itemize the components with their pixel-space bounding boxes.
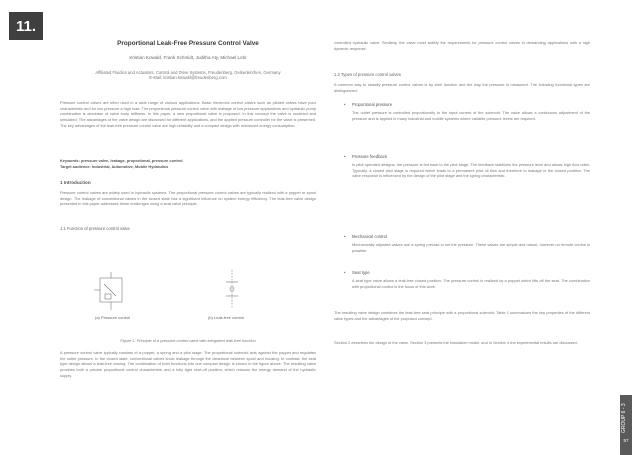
bullet-4-head: • Seat type	[352, 270, 370, 275]
affiliation-line: Affiliated Fluidics and Actuators, Control and Drive Systems, Freudenberg, Gelsenkirchen, Germany	[95, 70, 281, 75]
affiliation-email: E-Mail: kristian.kowald@freudenberg.com	[149, 75, 227, 80]
bullet-2-head: • Pressure feedback	[352, 154, 387, 159]
subsection-1-2-text: A common way to classify pressure control valves is by their function and the way the pressure is measured. The following functional types are distinguished:	[334, 82, 590, 93]
bullet-4-text: A seat type valve allows a leak-free closed position. The pressure control is realized by a poppet which lifts off the seat. The combination with proportional control is the focus of this work.	[352, 278, 590, 289]
abstract: Pressure control valves are often used in a wide range of various applications. Basic electronic control valves such as piloted valves have poor characteristic and for low pressure a high load. The proportional pressure control valve with leakage of low pressure applications and hydraulic pump combination is decrease of valve body stiffness. In this paper, a new proportional valve is proposed. In this concept the valve is modeled and simulated. The advantages of the valve design are discussed for different applications, and the applied pressure controller for the valve is presented. The key advantages of the leak-free pressure control valve are high reliability and a compact design with minimized energy consumption.	[60, 100, 316, 128]
section-1-text: Pressure control valves are widely used in hydraulic systems. The proportional pressure control valves are typically realized with a poppet or spool design. The leakage of conventional valves in the closed state has a significant influence on system energy efficiency. The leak-free valve design presented in this paper addresses these challenges using a seat valve principle.	[60, 190, 316, 207]
side-tab-label: GROUP 6 - 3	[621, 403, 627, 433]
figure-1-caption: Figure 1: Principle of a pressure control valve with integrated leak-free function	[120, 338, 256, 343]
body-text: A pressure control valve typically consists of a poppet, a spring and a pilot stage. The proportional solenoid acts against the poppet and regulates the outlet pressure. In the closed state, conventional valves show leakage through the clearance between spool and housing. In contrast, the seat type design allows a leak-free closing. The combination of both functions into one compact design is shown in the figure above. The resulting valve provides both a precise proportional control characteristic and a fully tight shut-off position, which reduces the energy demand of the hydraulic supply.	[60, 350, 316, 378]
figure-a-caption: (a) Pressure control	[95, 315, 131, 320]
figure-b-caption: (b) Leak-free control	[208, 315, 245, 320]
side-tab-number: 57	[623, 438, 629, 443]
paper-affiliation	[60, 70, 316, 80]
target-audience-line: Target audience: Industrial, Automotive, Mobile Hydraulics	[60, 163, 169, 169]
bullet-1-head: • Proportional pressure	[352, 102, 392, 107]
subsection-1-2-title: 1.2 Types of pressure control valves	[334, 72, 401, 77]
paper-authors: Kristian Kowald, Frank Schmidt, Juditha Aty, Michael Lohr	[129, 55, 247, 60]
bullet-3-text: Mechanically adjusted valves use a spring preload to set the pressure. These valves are simple and robust, however no remote control is possible.	[352, 242, 590, 253]
page-number: 11.	[9, 12, 43, 40]
keywords	[60, 158, 316, 169]
bullet-3-head: • Mechanical control	[352, 234, 387, 239]
closing-text: The resulting valve design combines the leak-free seat principle with a proportional solenoid. Table 1 summarizes the key properties of the different valve types and the advantages of the proposed concept.	[334, 310, 590, 321]
bullet-2-text: In pilot operated designs, the pressure is fed back to the pilot stage. The feedback stabilizes the pressure level and allows high flow rates. Typically, a closed pilot stage is required which leads to a permanent pilot oil flow and therefore to leakage in the closed position. The valve response is influenced by the design of the pilot stage and the spring characteristic.	[352, 162, 590, 179]
bullet-1-text: The outlet pressure is controlled proportionally to the input current of the solenoid. The valve allows a continuous adjustment of the pressure and is applied in many industrial and mobile systems where variable pressure levels are required.	[352, 110, 590, 121]
figure-a-schematic	[94, 272, 122, 310]
right-intro-text: controlled hydraulic valve. Similarly, the valve must satisfy the requirements for pressure control valves in demanding applications with a high dynamic response.	[334, 40, 590, 51]
keywords-line: Keywords: pressure valve, leakage, proportional, pressure control	[60, 158, 183, 163]
paper-title: Proportional Leak-Free Pressure Control Valve	[117, 40, 259, 47]
closing-text-2: Section 2 describes the design of the valve, Section 3 presents the simulation model, and in Section 4 the experimental results are discussed.	[334, 340, 578, 345]
section-1-title: 1 Introduction	[60, 180, 91, 185]
subsection-1-1-title: 1.1 Function of pressure control valve	[60, 226, 130, 231]
figure-b-schematic	[226, 270, 238, 308]
